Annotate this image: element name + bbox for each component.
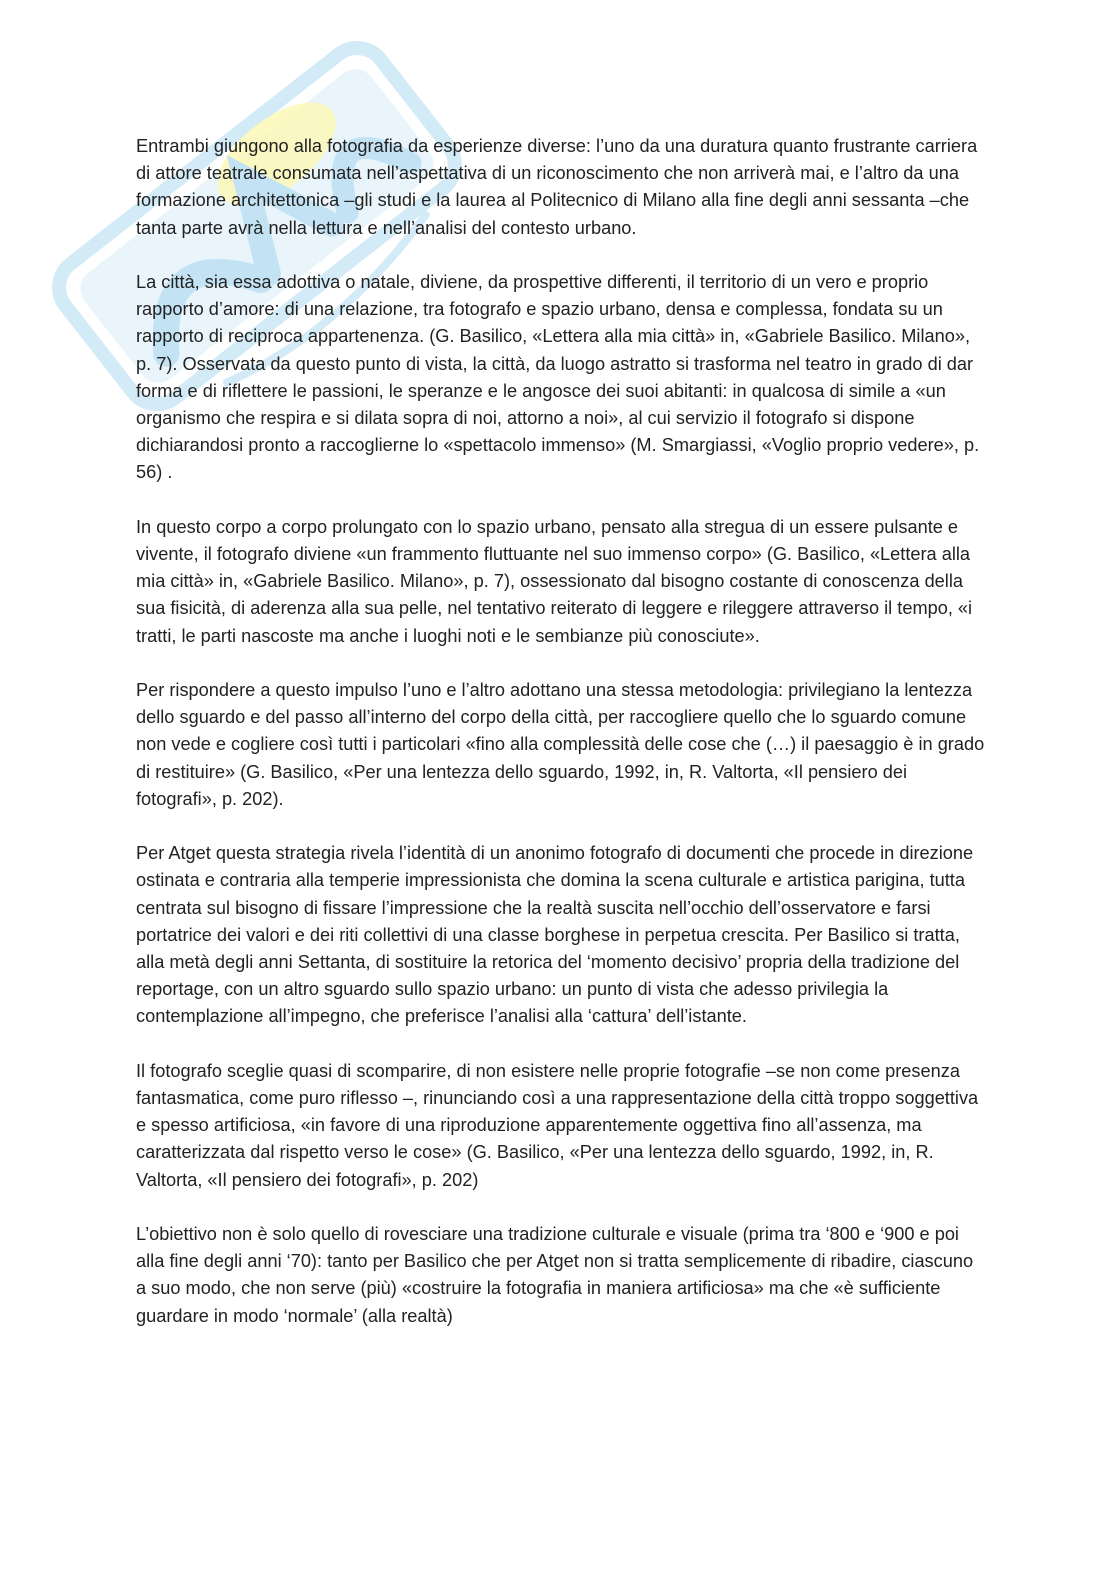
paragraph: Per rispondere a questo impulso l’uno e l’altro adottano una stessa metodologia: privilegiano la lentezza dello sguardo e del passo all’interno del corpo della città, per raccogliere quello che lo sguardo comune non vede e cogliere così tutti i particolari «fino alla complessità delle cose che (…) il paesaggio è in grado di restituire» (G. Basilico, «Per una lentezza dello sguardo, 1992, in, R. Valtorta, «Il pensiero dei fotografi», p. 202). <box>136 680 985 809</box>
paragraph: Per Atget questa strategia rivela l’identità di un anonimo fotografo di documenti che procede in direzione ostinata e contraria alla temperie impressionista che domina la scena culturale e artistica parigina, tutta centrata sul bisogno di fissare l’impressione che la realtà suscita nell’occhio dell’osservatore e farsi portatrice dei valori e dei riti collettivi di una classe borghese in perpetua crescita. Per Basilico si tratta, alla metà degli anni Settanta, di sostituire la retorica del ‘momento decisivo’ propria della tradizione del reportage, con un altro sguardo sullo spazio urbano: un punto di vista che adesso privilegia la contemplazione all’impegno, che preferisce l’analisi alla ‘cattura’ dell’istante. <box>136 843 974 1027</box>
paragraph: In questo corpo a corpo prolungato con lo spazio urbano, pensato alla stregua di un essere pulsante e vivente, il fotografo diviene «un frammento fluttuante nel suo immenso corpo» (G. Basilico, «Lettera alla mia città» in, «Gabriele Basilico. Milano», p. 7), ossessionato dal bisogno costante di conoscenza della sua fisicità, di aderenza alla sua pelle, nel tentativo reiterato di leggere e rileggere attraverso il tempo, «i tratti, le parti nascoste ma anche i luoghi noti e le sembianze più conosciute». <box>136 516 973 646</box>
paragraph: Il fotografo sceglie quasi di scomparire, di non esistere nelle proprie fotografie –se non come presenza fantasmatica, come puro riflesso –, rinunciando così a una rappresentazione della città troppo soggettiva e spesso artificiosa, «in favore di una riproduzione apparentemente oggettiva fino all’assenza, ma caratterizzata dal rispetto verso le cose» (G. Basilico, «Per una lentezza dello sguardo, 1992, in, R. Valtorta, «Il pensiero dei fotografi», p. 202) <box>136 1060 979 1190</box>
paragraph: La città, sia essa adottiva o natale, diviene, da prospettive differenti, il territorio di un vero e proprio rapporto d’amore: di una relazione, tra fotografo e spazio urbano, densa e complessa, fondata su un rapporto di reciproca appartenenza. (G. Basilico, «Lettera alla mia città» in, «Gabriele Basilico. Milano», p. 7). Osservata da questo punto di vista, la città, da luogo astratto si trasforma nel teatro in grado di dar forma e di riflettere le passioni, le speranze e le angosce dei suoi abitanti: in qualcosa di simile a «un organismo che respira e si dilata sopra di noi, attorno a noi», al cui servizio il fotografo si dispone dichiarandosi pronto a raccoglierne lo «spettacolo immenso» (M. Smargiassi, «Voglio proprio vedere», p. 56) . <box>136 272 980 483</box>
paragraph: Entrambi giungono alla fotografia da esperienze diverse: l’uno da una duratura quanto frustrante carriera di attore teatrale consumata nell’aspettativa di un riconoscimento che non arriverà mai, e l’altro da una formazione architettonica –gli studi e la laurea al Politecnico di Milano alla fine degli anni sessanta –che tanta parte avrà nella lettura e nell’analisi del contesto urbano. <box>136 136 978 238</box>
paragraph: L’obiettivo non è solo quello di rovesciare una tradizione culturale e visuale (prima tra ‘800 e ‘900 e poi alla fine degli anni ‘70): tanto per Basilico che per Atget non si tratta semplicemente di ribadire, ciascuno a suo modo, che non serve (più) «costruire la fotografia in maniera artificiosa» ma che «è sufficiente guardare in modo ‘normale’ (alla realtà) <box>136 1224 974 1326</box>
document-body <box>136 133 986 1357</box>
